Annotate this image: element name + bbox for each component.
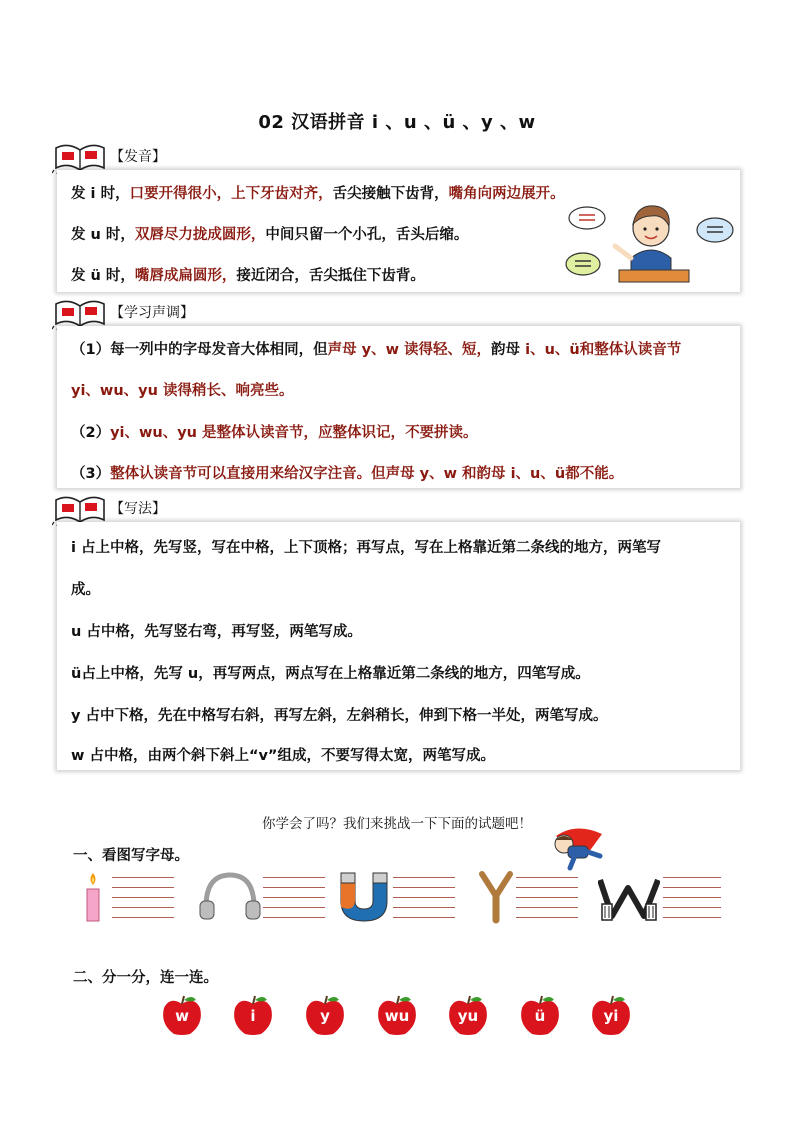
magnet-icon: [337, 869, 391, 923]
highlight-text: 应整体识记，: [318, 425, 406, 441]
xiefa-box: [57, 522, 740, 770]
shengdiao-line: [71, 421, 478, 442]
teacher-illustration: [565, 198, 737, 288]
fayin-line: [71, 223, 468, 244]
apple-label: wu: [384, 1007, 410, 1025]
highlight-text: 口要开得很小，上下牙齿对齐，: [129, 186, 333, 202]
body-text: i 占上中格，先写竖，写在中格，上下顶格；再写点，写在上格靠近第二条线的地方，两笔写: [71, 540, 662, 556]
body-text: 发 i 时，: [71, 186, 130, 202]
body-text: 成。: [71, 582, 100, 598]
open-book-icon: [52, 492, 108, 526]
body-text: 韵母: [491, 342, 526, 358]
highlight-text: yi、wu、yu 读得稍长、响亮些。: [71, 383, 294, 399]
body-text: 发 ü 时，: [71, 268, 135, 284]
section-label: 【学习声调】: [110, 305, 194, 321]
body-text: （2）: [71, 425, 111, 441]
apple-item[interactable]: [589, 994, 633, 1036]
highlight-text: 不要拼读。: [405, 425, 478, 441]
body-text: 中间只留一个小孔，舌头后缩。: [265, 227, 469, 243]
apple-label: yi: [603, 1007, 619, 1025]
shengdiao-line: [71, 379, 293, 400]
highlight-text: 整体认读音节可以直接用来给汉字注音。但声母 y、w 和韵母 i、u、ü都不能。: [110, 466, 624, 482]
open-book-icon: [52, 296, 108, 330]
body-text: 接近闭合，舌尖抵住下齿背。: [236, 268, 425, 284]
page-title: 02 汉语拼音 i 、u 、ü 、y 、w: [258, 112, 536, 133]
writing-lines[interactable]: [516, 877, 578, 927]
apple-item[interactable]: [518, 994, 562, 1036]
writing-lines[interactable]: [112, 877, 174, 927]
body-text: （1）每一列中的字母发音大体相同，但: [71, 342, 328, 358]
body-text: w 占中格，由两个斜下斜上“v”组成，不要写得太宽，两笔写成。: [71, 748, 495, 764]
slingshot-icon: [478, 870, 514, 924]
highlight-text: 双唇尽力拢成圆形，: [134, 227, 266, 243]
house-w-icon: [598, 870, 660, 924]
writing-lines[interactable]: [663, 877, 721, 927]
highlight-text: 声母 y、w 读得轻、短，: [327, 342, 492, 358]
apple-label: y: [320, 1007, 330, 1025]
fayin-line: [71, 264, 425, 285]
question-2-title: 二、分一分，连一连。: [73, 970, 218, 986]
xiefa-line: [71, 620, 362, 641]
apple-label: yu: [457, 1007, 479, 1025]
fayin-line: [71, 182, 565, 203]
apple-item[interactable]: [303, 994, 347, 1036]
headphones-icon: [198, 871, 262, 923]
candle-icon: [84, 871, 102, 923]
xiefa-line: [71, 744, 495, 765]
body-text: ü占上中格，先写 u，再写两点，两点写在上格靠近第二条线的地方，四笔写成。: [71, 666, 590, 682]
body-text: y 占中下格，先在中格写右斜，再写左斜，左斜稍长，伸到下格一半处，两笔写成。: [71, 708, 608, 724]
section-label: 【写法】: [110, 501, 166, 517]
xiefa-line: [71, 536, 661, 557]
fayin-box: [57, 170, 740, 292]
question-1-title: 一、看图写字母。: [73, 848, 189, 864]
xiefa-line: [71, 704, 608, 725]
writing-lines[interactable]: [263, 877, 325, 927]
open-book-icon: [52, 140, 108, 174]
apple-item[interactable]: [375, 994, 419, 1036]
apple-label: ü: [534, 1007, 546, 1025]
highlight-text: 嘴角向两边展开。: [448, 186, 565, 202]
apple-item[interactable]: [231, 994, 275, 1036]
xiefa-line: [71, 578, 100, 599]
highlight-text: yi、wu、yu 是整体认读音节，: [110, 425, 319, 441]
highlight-text: i、u、ü和整体认读音节: [525, 342, 682, 358]
apple-item[interactable]: [446, 994, 490, 1036]
superhero-kid-illustration: [546, 826, 606, 872]
shengdiao-line: [71, 338, 681, 359]
section-label: 【发音】: [110, 149, 166, 165]
shengdiao-line: [71, 462, 623, 483]
apple-label: i: [250, 1007, 256, 1025]
body-text: 发 u 时，: [71, 227, 135, 243]
apple-label: w: [175, 1007, 189, 1025]
shengdiao-box: [57, 326, 740, 488]
xiefa-line: [71, 662, 590, 683]
body-text: 舌尖接触下齿背，: [332, 186, 449, 202]
challenge-text: 你学会了吗？我们来挑战一下下面的试题吧！: [262, 816, 532, 832]
body-text: u 占中格，先写竖右弯，再写竖，两笔写成。: [71, 624, 362, 640]
writing-lines[interactable]: [393, 877, 455, 927]
apple-item[interactable]: [160, 994, 204, 1036]
body-text: （3）: [71, 466, 111, 482]
highlight-text: 嘴唇成扁圆形，: [134, 268, 237, 284]
